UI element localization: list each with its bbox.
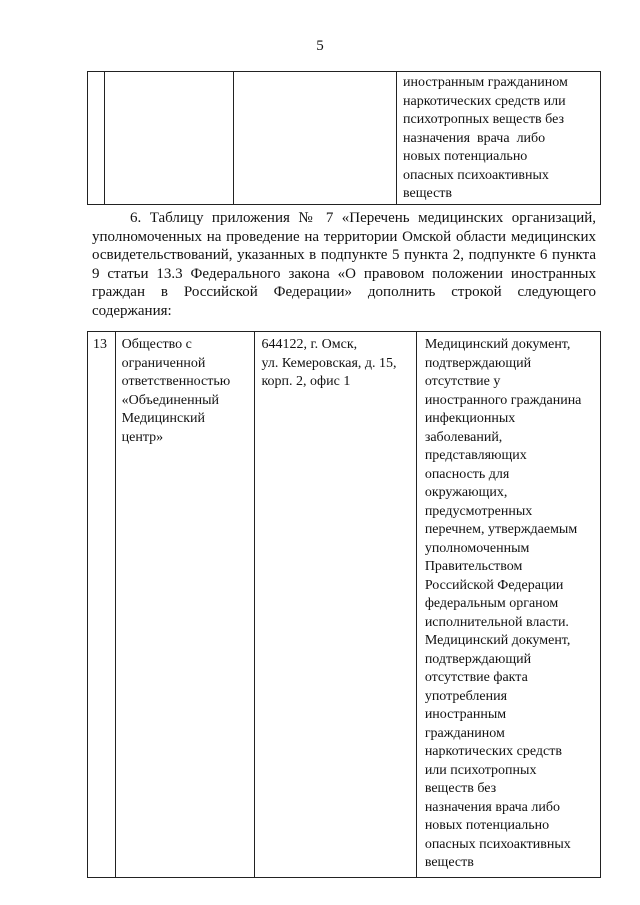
cell-text-line: наркотических средств или	[402, 93, 566, 109]
table-cell-organization	[115, 332, 255, 878]
cell-text-line: подтверждающий	[424, 651, 532, 667]
cell-text-line: подтверждающий	[424, 355, 532, 371]
table-cell-address	[255, 332, 416, 878]
cell-text-line: веществ	[424, 855, 474, 870]
cell-text-line: употребления	[424, 688, 508, 704]
table-row	[88, 72, 601, 205]
cell-text-line: психотропных веществ без	[402, 112, 565, 127]
organization-table	[87, 331, 601, 878]
cell-text-line: корп. 2, офис 1	[261, 374, 351, 389]
cell-text-line: веществ без	[424, 781, 497, 796]
cell-text-line: гражданином	[424, 725, 505, 741]
cell-text-line: Правительством	[424, 559, 523, 574]
cell-text-line: опасных психоактивных	[402, 167, 549, 183]
cell-text-line: представляющих	[424, 448, 527, 463]
cell-text-line: предусмотренных	[424, 503, 533, 519]
page-number: 5	[316, 38, 324, 54]
cell-text-line: назначения врача либо	[424, 799, 560, 815]
cell-text-line: «Объединенный	[121, 392, 220, 408]
cell-text-line: ул. Кемеровская, д. 15,	[261, 355, 397, 371]
table-cell-organization	[105, 72, 234, 205]
cell-text-line: исполнительной власти.	[424, 614, 569, 630]
cell-text-line: новых потенциально	[424, 818, 550, 833]
cell-text-line: опасных психоактивных	[424, 836, 571, 852]
cell-text-line: Российской Федерации	[424, 577, 564, 593]
table-row	[88, 332, 601, 878]
cell-text-line: уполномоченным	[424, 540, 530, 556]
cell-text-line: наркотических средств	[424, 744, 562, 759]
cell-text-line: иностранным	[424, 707, 507, 722]
cell-text-line: Медицинский документ,	[424, 337, 571, 352]
cell-text-line: окружающих,	[424, 485, 508, 500]
continuation-table	[87, 71, 601, 205]
cell-text-line: Общество с	[121, 337, 192, 352]
cell-text-line: опасность для	[424, 466, 510, 482]
cell-text-line: перечнем, утверждаемым	[424, 522, 578, 537]
table-cell-document	[416, 332, 600, 878]
cell-text-line: иностранного гражданина	[424, 392, 582, 408]
cell-text-line: веществ	[402, 186, 453, 201]
cell-text-line: иностранным гражданином	[402, 75, 568, 90]
cell-text-line: заболеваний,	[424, 429, 503, 445]
cell-text-line: Медицинский документ,	[424, 633, 571, 648]
table-cell-address	[234, 72, 397, 205]
paragraph-text: 6. Таблицу приложения № 7 «Перечень медицинских организаций, уполномоченных на проведение на территории Омской области медицинских освидетельствований, указанных в подпункте 5 пункта 2, подпункте 6 пункта 9 статьи 13.3 Федерального закона «О правовом положении иностранных граждан в Российской Федерации» дополнить строкой следующего содержания:	[92, 210, 596, 319]
cell-text-line: отсутствие факта	[424, 670, 528, 685]
cell-text-line: назначения врача либо	[402, 130, 546, 146]
cell-text-line: 644122, г. Омск,	[261, 337, 358, 352]
cell-text-line: или психотропных	[424, 762, 537, 778]
cell-text-line: ответственностью	[121, 374, 231, 389]
amendment-paragraph	[92, 209, 596, 321]
table-cell-number	[88, 72, 105, 205]
table-cell-number: 13	[88, 332, 116, 878]
cell-text-line: ограниченной	[121, 355, 206, 371]
cell-text-line: Медицинский	[121, 411, 206, 426]
cell-text-line: инфекционных	[424, 411, 516, 426]
cell-text-line: отсутствие у	[424, 374, 501, 389]
cell-text-line: новых потенциально	[402, 149, 528, 164]
table-cell-document	[396, 72, 600, 205]
cell-text-line: центр»	[121, 429, 164, 445]
cell-text-line: федеральным органом	[424, 596, 559, 611]
